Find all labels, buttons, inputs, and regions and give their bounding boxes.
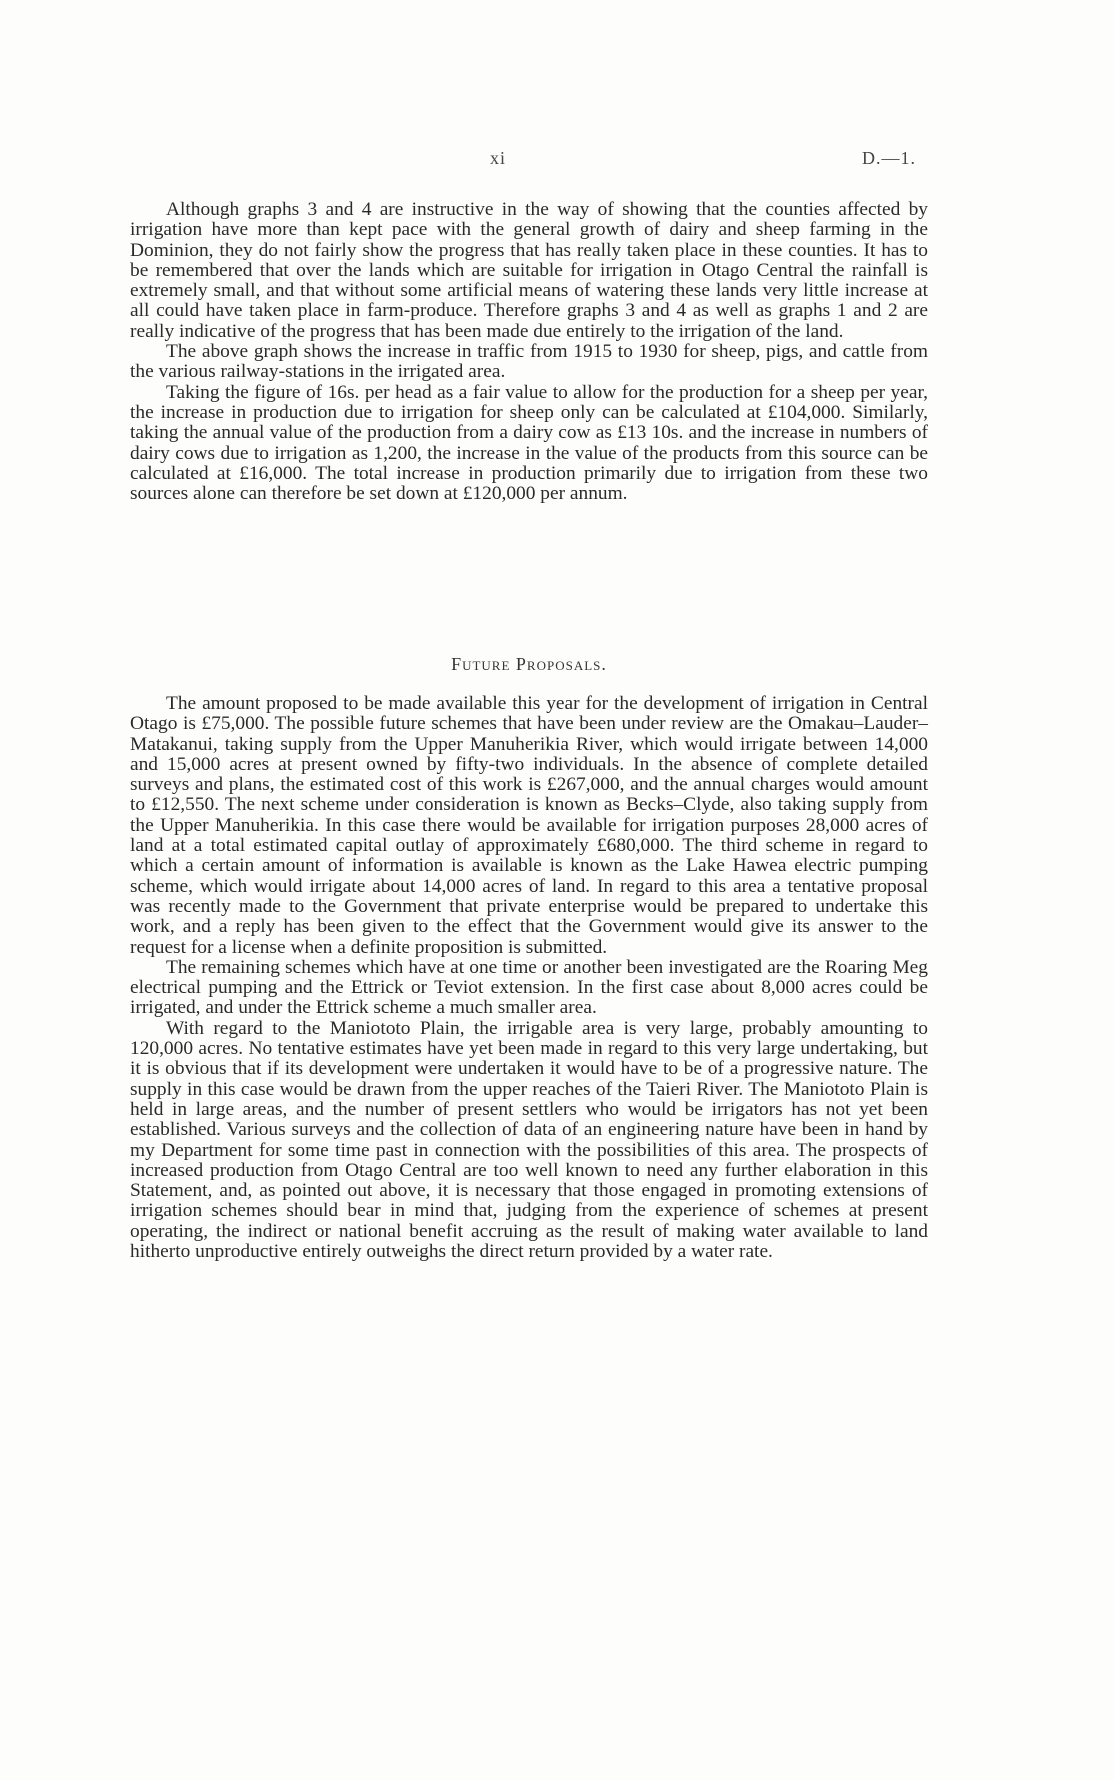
document-reference: D.—1. bbox=[862, 148, 916, 168]
section-heading-future-proposals: Future Proposals. bbox=[451, 654, 607, 674]
paragraph-traffic-graph: The above graph shows the increase in traffic from 1915 to 1930 for sheep, pigs, and cattle from the various railway-stations in the irrigated area. bbox=[130, 341, 928, 383]
paragraph-remaining-schemes: The remaining schemes which have at one time or another been investigated are the Roaring Meg electrical pumping and the Ettrick or Teviot extension. In the first case about 8,000 acres could be irrigated, and under the Ettrick scheme a much smaller area. bbox=[130, 956, 928, 1019]
section-future-proposals bbox=[130, 694, 928, 1262]
page-number: xi bbox=[490, 148, 507, 168]
paragraph-production-value: Taking the figure of 16s. per head as a fair value to allow for the production for a sheep per year, the increase in production due to irrigation for sheep only can be calculated at £104,000. Similarly, taking the annual value of the production from a dairy cow as £13 10s. and the increase in numbers of dairy cows due to irrigation as 1,200, the increase in the value of the products from this source can be calculated at £16,000. The total increase in production primarily due to irrigation from these two sources alone can therefore be set down at £120,000 per annum. bbox=[130, 381, 928, 505]
paragraph-maniototo-plain: With regard to the Maniototo Plain, the irrigable area is very large, probably amounting to 120,000 acres. No tentative estimates have yet been made in regard to this very large undertaking, but it is obvious that if its development were undertaken it would have to be of a progressive nature. The supply in this case would be drawn from the upper reaches of the Taieri River. The Maniototo Plain is held in large areas, and the number of present settlers who would be irrigators has not yet been established. Various surveys and the collection of data of an engineering nature have been in hand by my Department for some time past in connection with the possibilities of this area. The prospects of increased production from Otago Central are too well known to need any further elaboration in this Statement, and, as pointed out above, it is necessary that those engaged in promoting extensions of irrigation schemes should bear in mind that, judging from the experience of schemes at present operating, the indirect or national benefit accruing as the result of making water available to land hitherto unproductive entirely outweighs the direct return provided by a water rate. bbox=[130, 1017, 928, 1263]
paragraph-graphs-instructive: Although graphs 3 and 4 are instructive in the way of showing that the counties affected by irrigation have more than kept pace with the general growth of dairy and sheep farming in the Dominion, they do not fairly show the progress that has really taken place in these counties. It has to be remembered that over the lands which are suitable for irrigation in Otago Central the rainfall is extremely small, and that without some artificial means of watering these lands very little increase at all could have taken place in farm-produce. Therefore graphs 3 and 4 as well as graphs 1 and 2 are really indicative of the progress that has been made due entirely to the irrigation of the land. bbox=[130, 199, 928, 342]
section-graph-discussion bbox=[130, 200, 928, 504]
paragraph-proposed-schemes: The amount proposed to be made available this year for the development of irrigation in Central Otago is £75,000. The possible future schemes that have been under review are the Omakau–Lauder–Matakanui, taking supply from the Upper Manuherikia River, which would irrigate between 14,000 and 15,000 acres at present owned by fifty-two individuals. In the absence of complete detailed surveys and plans, the estimated cost of this work is £267,000, and the annual charges would amount to £12,550. The next scheme under consideration is known as Becks–Clyde, also taking supply from the Upper Manuherikia. In this case there would be available for irrigation purposes 28,000 acres of land at a total estimated capital outlay of approximately £680,000. The third scheme in regard to which a certain amount of information is available is known as the Lake Hawea electric pumping scheme, which would irrigate about 14,000 acres of land. In regard to this area a tentative proposal was recently made to the Government that private enterprise would be prepared to undertake this work, and a reply has been given to the effect that the Government would give its answer to the request for a license when a definite proposition is submitted. bbox=[130, 693, 928, 958]
